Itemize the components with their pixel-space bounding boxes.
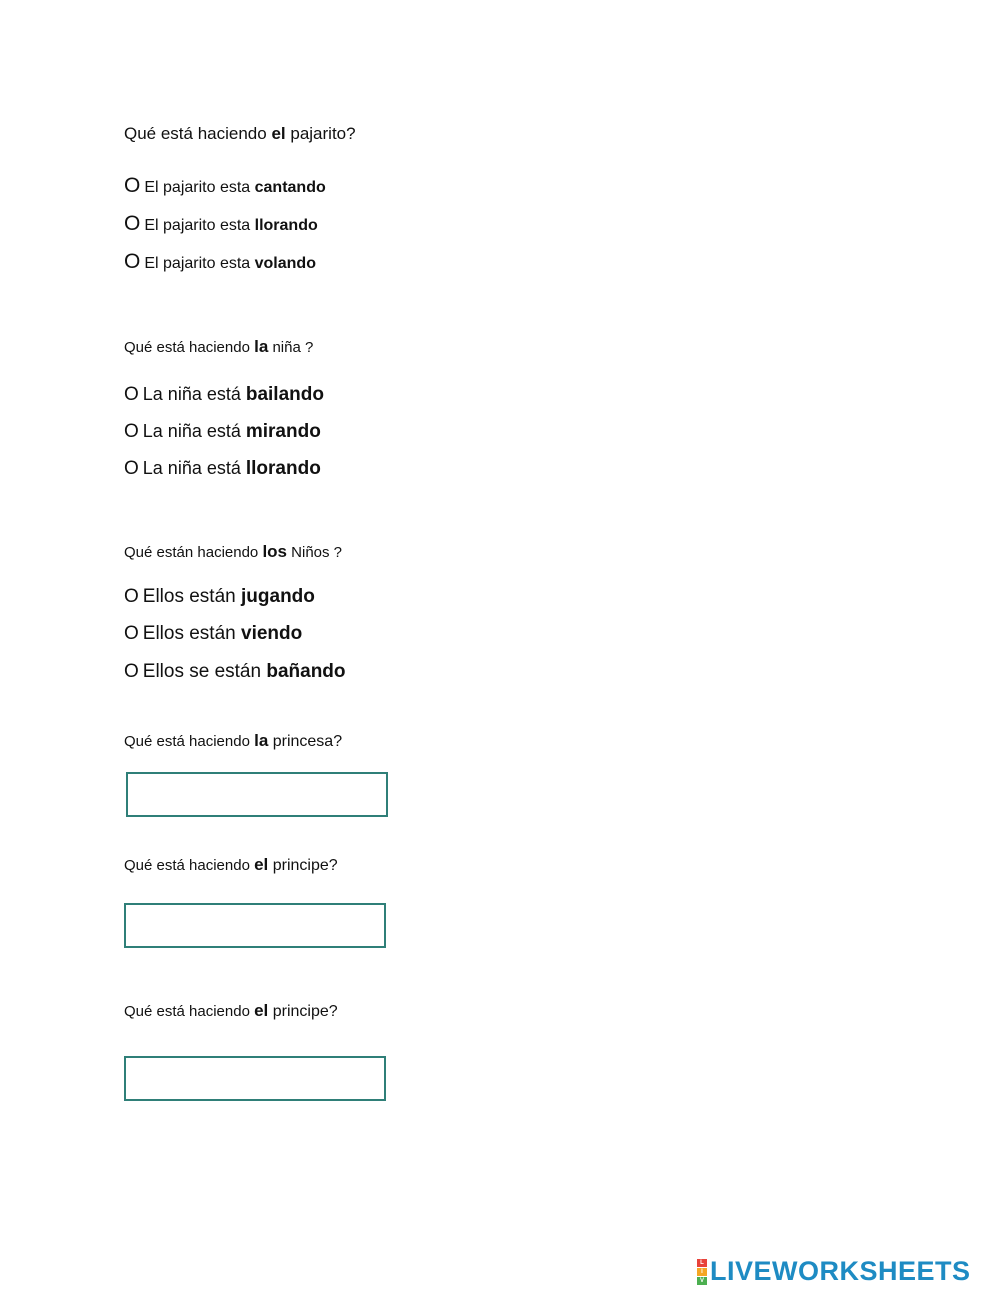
logo-tiles-icon: [697, 1259, 707, 1285]
option-text: Ellos están: [142, 586, 242, 607]
question-text: Qué están haciendo: [124, 544, 263, 561]
option-verb: llorando: [254, 217, 318, 234]
q2-option-3[interactable]: [124, 458, 321, 480]
option-text: La niña está: [142, 421, 246, 441]
option-text: Ellos se están: [142, 661, 267, 682]
question-text: Qué está haciendo: [124, 857, 255, 874]
question-text-end: princesa?: [268, 733, 343, 750]
question-text-end: Niños ?: [287, 544, 343, 561]
q3-option-1[interactable]: [124, 586, 315, 608]
question-5: [124, 855, 338, 875]
question-3: [124, 542, 342, 562]
radio-circle[interactable]: O: [124, 661, 139, 682]
option-verb: viendo: [241, 623, 303, 644]
question-6: [124, 1001, 338, 1021]
question-text: Qué está haciendo: [124, 733, 255, 750]
question-article: los: [262, 542, 287, 561]
radio-circle[interactable]: O: [124, 458, 139, 479]
q1-option-1[interactable]: [124, 174, 326, 198]
question-text-end: niña ?: [268, 339, 314, 356]
option-verb: volando: [254, 255, 316, 272]
radio-circle[interactable]: O: [124, 384, 139, 405]
q2-option-1[interactable]: [124, 384, 324, 406]
answer-input-principe-1[interactable]: [124, 903, 386, 948]
answer-input-princesa[interactable]: [126, 772, 388, 817]
question-1: [124, 124, 356, 144]
radio-circle[interactable]: O: [124, 212, 141, 235]
radio-circle[interactable]: O: [124, 174, 141, 197]
liveworksheets-logo: [697, 1256, 971, 1287]
radio-circle[interactable]: O: [124, 586, 139, 607]
question-article: la: [254, 731, 269, 750]
q1-option-2[interactable]: [124, 212, 318, 236]
q3-option-3[interactable]: [124, 661, 346, 683]
question-text: Qué está haciendo: [124, 124, 272, 143]
question-text-end: principe?: [268, 857, 338, 874]
option-text: La niña está: [142, 384, 246, 404]
question-text-end: principe?: [268, 1003, 338, 1020]
option-text: Ellos están: [142, 623, 242, 644]
question-text: Qué está haciendo: [124, 339, 255, 356]
question-article: el: [271, 124, 286, 143]
q3-option-2[interactable]: [124, 623, 302, 645]
question-text-end: pajarito?: [285, 124, 356, 143]
option-text: La niña está: [142, 458, 246, 478]
option-verb: llorando: [245, 458, 321, 479]
answer-input-principe-2[interactable]: [124, 1056, 386, 1101]
option-verb: cantando: [254, 179, 326, 196]
question-article: el: [254, 1001, 269, 1020]
option-verb: bañando: [266, 661, 346, 682]
logo-tile: L: [697, 1259, 707, 1267]
question-article: la: [254, 337, 269, 356]
question-text: Qué está haciendo: [124, 1003, 255, 1020]
q2-option-2[interactable]: [124, 421, 321, 443]
radio-circle[interactable]: O: [124, 250, 141, 273]
option-text: El pajarito esta: [144, 179, 255, 196]
question-article: el: [254, 855, 269, 874]
option-verb: jugando: [241, 586, 315, 607]
radio-circle[interactable]: O: [124, 623, 139, 644]
option-text: El pajarito esta: [144, 217, 255, 234]
logo-tile: V: [697, 1277, 707, 1285]
radio-circle[interactable]: O: [124, 421, 139, 442]
option-verb: mirando: [245, 421, 321, 442]
question-2: [124, 337, 313, 357]
option-text: El pajarito esta: [144, 255, 255, 272]
q1-option-3[interactable]: [124, 250, 316, 274]
logo-tile: I: [697, 1268, 707, 1276]
logo-wordmark: LIVEWORKSHEETS: [710, 1256, 971, 1286]
option-verb: bailando: [245, 384, 324, 405]
question-4: [124, 731, 342, 751]
